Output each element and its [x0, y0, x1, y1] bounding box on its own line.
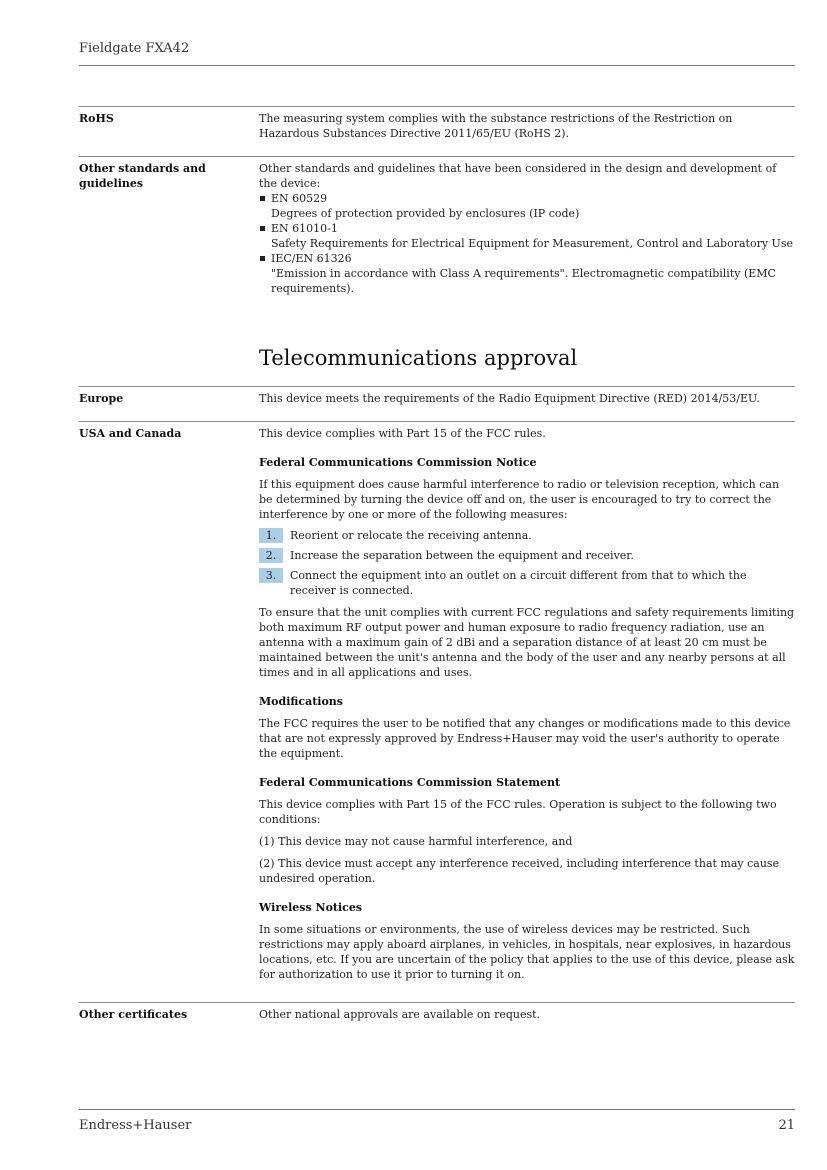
fcc-statement-heading: Federal Communications Commission Statement — [259, 776, 561, 789]
wireless-notices-heading: Wireless Notices — [259, 901, 363, 914]
measure-step — [259, 548, 795, 563]
europe-label: Europe — [79, 392, 124, 405]
standards-list-item — [259, 191, 795, 221]
rf-exposure-text: To ensure that the unit complies with current FCC regulations and safety requirements limiting both maximum RF output power and human exposure to radio frequency radiation, use an antenna with a maximum gain of 2 dBi and a separation distance of at least 20 cm must be maintained between the unit's antenna and the body of the user and any nearby persons at all times and in all applications and uses. — [259, 606, 795, 679]
standards-list-item — [259, 221, 795, 251]
other-standards-label: Other standards and guidelines — [79, 162, 206, 190]
usa-intro: This device complies with Part 15 of the FCC rules. — [259, 427, 546, 440]
wireless-notices-text: In some situations or environments, the use of wireless devices may be restricted. Such restrictions may apply aboard airplanes, in vehicles, in hospitals, near explosives, in hazardous locations, etc. If you are uncertain of the policy that applies to the use of this device, please ask for authorization to use it prior to turning it on. — [259, 923, 795, 981]
standard-description: Degrees of protection provided by enclosures (IP code) — [271, 207, 580, 220]
modifications-text: The FCC requires the user to be notified that any changes or modifications made to this device that are not expressly approved by Endress+Hauser may void the user's authority to operate the equipment. — [259, 717, 791, 760]
modifications-heading: Modifications — [259, 695, 343, 708]
standard-description: "Emission in accordance with Class A requirements". Electromagnetic compatibility (EMC requirements). — [271, 267, 776, 295]
usa-canada-label: USA and Canada — [79, 427, 182, 440]
row-divider — [79, 421, 795, 422]
step-number: 1. — [259, 528, 283, 543]
row-divider — [79, 1002, 795, 1003]
measure-step — [259, 528, 795, 543]
europe-text: This device meets the requirements of the Radio Equipment Directive (RED) 2014/53/EU. — [259, 392, 760, 405]
other-certificates-body — [259, 1007, 795, 1022]
rohs-label: RoHS — [79, 112, 114, 125]
header-divider — [79, 65, 795, 66]
standard-code: EN 60529 — [271, 192, 328, 205]
step-text: Connect the equipment into an outlet on a circuit different from that to which the receiver is connected. — [290, 569, 747, 597]
fcc-statement-text: This device complies with Part 15 of the FCC rules. Operation is subject to the following two conditions: — [259, 798, 777, 826]
row-divider — [79, 106, 795, 107]
page-number: 21 — [778, 1118, 795, 1133]
step-number: 3. — [259, 568, 283, 583]
standard-code: EN 61010-1 — [271, 222, 338, 235]
measure-step — [259, 568, 795, 598]
europe-body — [259, 391, 795, 406]
other-certificates-text: Other national approvals are available on request. — [259, 1008, 541, 1021]
fcc-notice-heading: Federal Communications Commission Notice — [259, 456, 537, 469]
row-divider — [79, 156, 795, 157]
standards-list — [259, 191, 795, 296]
usa-canada-body — [259, 426, 795, 982]
rohs-body — [259, 111, 795, 141]
footer-divider — [79, 1109, 795, 1110]
rohs-text: The measuring system complies with the substance restrictions of the Restriction on Hazardous Substances Directive 2011/65/EU (RoHS 2). — [259, 112, 733, 140]
step-text: Reorient or relocate the receiving antenna. — [290, 529, 532, 542]
other-standards-body — [259, 161, 795, 296]
step-text: Increase the separation between the equipment and receiver. — [290, 549, 634, 562]
other-certificates-label: Other certificates — [79, 1008, 188, 1021]
fcc-notice-text: If this equipment does cause harmful interference to radio or television reception, which can be determined by turning the device off and on, the user is encouraged to try to correct the interference by one or more of the following measures: — [259, 478, 780, 521]
standard-code: IEC/EN 61326 — [271, 252, 352, 265]
condition-2: (2) This device must accept any interference received, including interference that may cause undesired operation. — [259, 857, 780, 885]
row-divider — [79, 386, 795, 387]
footer-brand: Endress+Hauser — [79, 1118, 192, 1133]
measures-list — [259, 528, 795, 598]
page-header-title: Fieldgate FXA42 — [79, 41, 190, 56]
other-standards-intro: Other standards and guidelines that have been considered in the design and development of the device: — [259, 162, 777, 190]
standard-description: Safety Requirements for Electrical Equipment for Measurement, Control and Laboratory Use — [271, 237, 793, 250]
step-number: 2. — [259, 548, 283, 563]
condition-1: (1) This device may not cause harmful interference, and — [259, 835, 573, 848]
standards-list-item — [259, 251, 795, 296]
section-title: Telecommunications approval — [259, 346, 578, 370]
